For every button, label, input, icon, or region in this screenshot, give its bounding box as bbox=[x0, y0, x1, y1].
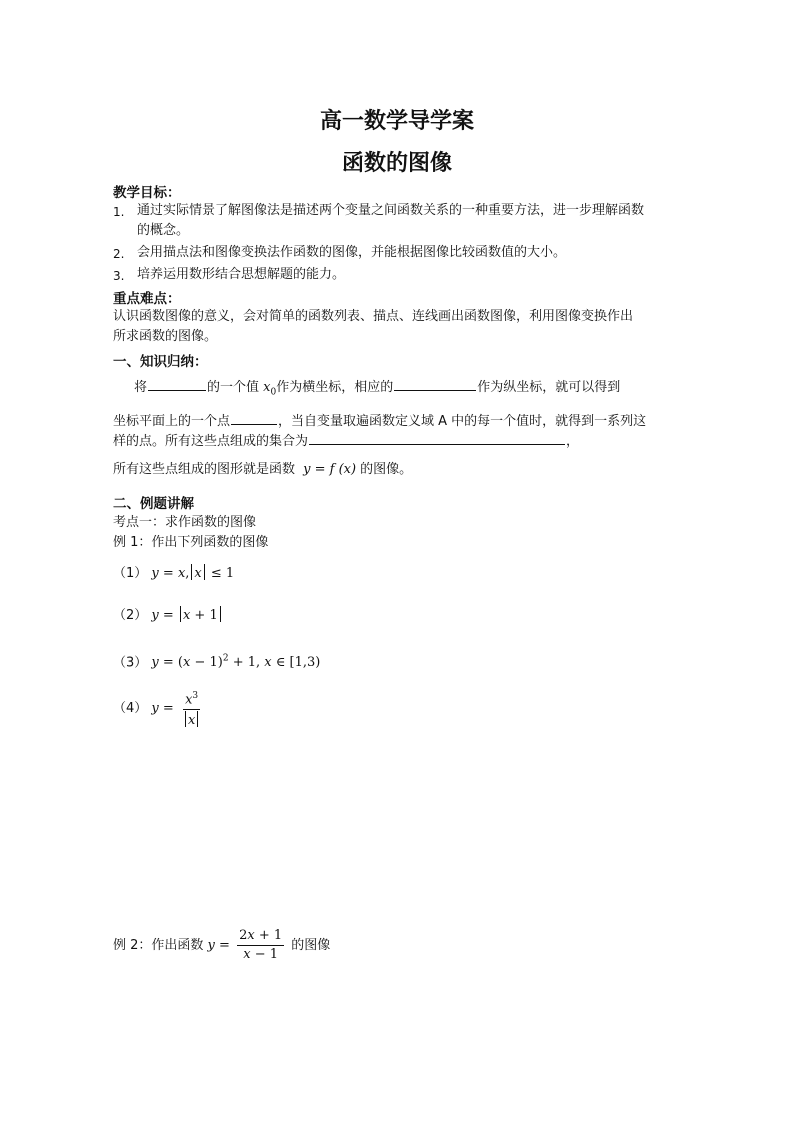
page-title: 高一数学导学案 bbox=[319, 109, 474, 134]
knowledge-para-4: 所有这些点组成的图形就是函数 y = f (x) 的图像。 bbox=[113, 462, 413, 477]
example-1-title: 例 1：作出下列函数的图像 bbox=[113, 535, 269, 550]
knowledge-para-1: 将 的一个值 $x_0$作为横坐标，相应的 作为纵坐标，就可以得到 bbox=[134, 376, 620, 403]
objective-1-line1: 通过实际情景了解图像法是描述两个变量之间函数关系的一种重要方法，进一步理解函数 bbox=[137, 203, 645, 218]
keypoints-line2: 所求函数的图像。 bbox=[113, 329, 218, 344]
formula-item-4: y = $\frac{x^3}{x}$ bbox=[151, 701, 205, 716]
objective-3-num: 3. bbox=[113, 269, 125, 283]
keypoints-line1: 认识函数图像的意义，会对简单的函数列表、描点、连线画出函数图像，利用图像变换作出 bbox=[113, 309, 634, 324]
objective-2-line1: 会用描点法和图像变换法作函数的图像，并能根据图像比较函数值的大小。 bbox=[137, 245, 567, 260]
formula-y-fx: y = f (x) bbox=[303, 462, 357, 477]
example-1-item-3: （3） $y = (x - 1)^2 + 1$, x ∈ [1,3) bbox=[113, 654, 321, 671]
knowledge-para-3: 样的点。所有这些点组成的集合为 ， bbox=[113, 430, 579, 452]
topic-1: 考点一：求作函数的图像 bbox=[113, 515, 257, 530]
objective-2-num: 2. bbox=[113, 247, 125, 261]
objectives-heading: 教学目标： bbox=[113, 185, 181, 201]
formula-example-2: y = $\frac{2x + 1}{x - 1}$ bbox=[207, 928, 283, 962]
example-2: 例 2：作出函数 y = $\frac{2x + 1}{x - 1}$ 的图像 bbox=[113, 928, 331, 962]
blank-3[interactable] bbox=[231, 410, 277, 425]
formula-item-2: y = x + 1 bbox=[151, 608, 222, 623]
example-1-item-1: （1） y = x, x ≤ 1 bbox=[113, 566, 235, 581]
objective-3-line1: 培养运用数形结合思想解题的能力。 bbox=[137, 267, 346, 282]
keypoints-heading: 重点难点： bbox=[113, 291, 181, 307]
formula-item-1: y = x, x ≤ 1 bbox=[151, 566, 235, 581]
example-1-item-4: （4） y = $\frac{x^3}{x}$ bbox=[113, 688, 205, 729]
knowledge-heading: 一、知识归纳： bbox=[113, 354, 208, 370]
formula-item-3: $y = (x - 1)^2 + 1$, x ∈ [1,3) bbox=[151, 654, 321, 671]
blank-2[interactable] bbox=[394, 376, 476, 391]
blank-1[interactable] bbox=[148, 376, 206, 391]
objective-1-line2: 的概念。 bbox=[137, 223, 190, 238]
example-1-item-2: （2） y = x + 1 bbox=[113, 606, 223, 626]
objective-1-num: 1. bbox=[113, 205, 125, 219]
examples-heading: 二、例题讲解 bbox=[113, 496, 194, 512]
blank-4[interactable] bbox=[309, 430, 565, 445]
knowledge-para-2: 坐标平面上的一个点 ，当自变量取遍函数定义域 A 中的每一个值时，就得到一系列这 bbox=[113, 410, 646, 432]
page-subtitle: 函数的图像 bbox=[341, 151, 452, 176]
